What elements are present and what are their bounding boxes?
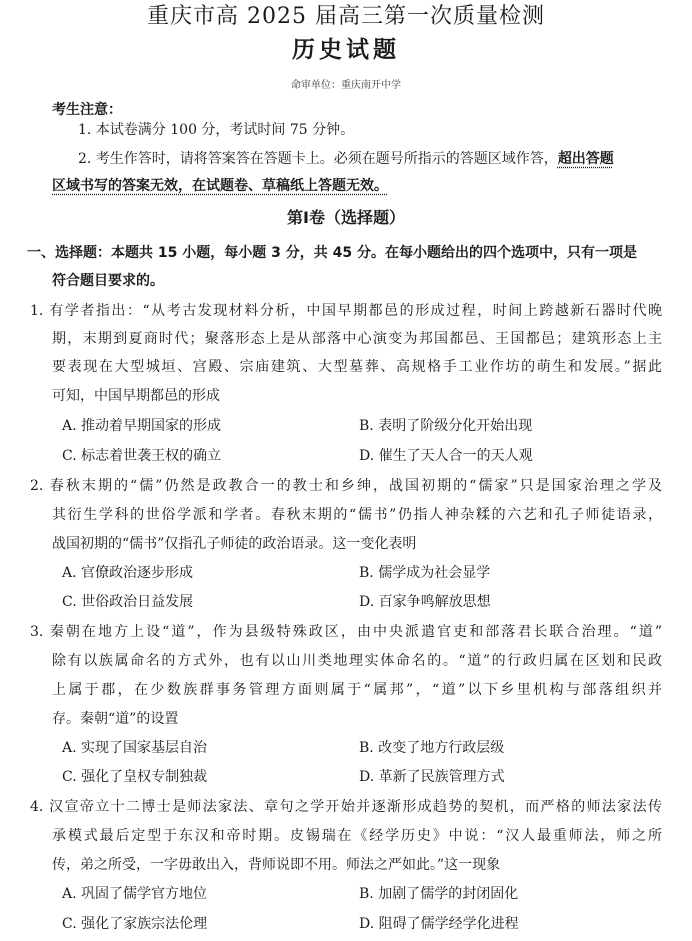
notice-item-2-line-1 [78,149,660,169]
question-4-line-1: 4. 汉宣帝立十二博士是师法家法、章句之学开始并逐渐形成趋势的契机，而严格的师法家法传 [30,799,662,815]
question-3-option-b[interactable]: B. 改变了地方行政层级 [359,740,505,756]
question-4-option-c[interactable]: C. 强化了家族宗法伦理 [62,916,208,932]
question-3-option-d[interactable]: D. 革新了民族管理方式 [359,769,505,785]
exam-title: 重庆市高 2025 届高三第一次质量检测 [147,4,545,29]
question-3-option-a[interactable]: A. 实现了国家基层自治 [62,740,208,756]
question-4-line-2: 承模式最后定型于东汉和帝时期。皮锡瑞在《经学历史》中说：“汉人最重师法，师之所 [52,828,662,844]
subject-title: 历史试题 [292,37,400,63]
question-4-option-d[interactable]: D. 阻碍了儒学经学化进程 [359,916,519,932]
question-2-line-1: 2. 春秋末期的“儒”仍然是政教合一的教士和乡绅，战国初期的“儒家”只是国家治理之学及 [30,478,662,494]
question-4-line-3: 传，弟之所受，一字毋敢出入，背师说即不用。师法之严如此。”这一现象 [52,857,501,873]
question-4-option-a[interactable]: A. 巩固了儒学官方地位 [62,886,208,902]
setter-unit: 命审单位：重庆南开中学 [291,80,401,91]
question-2-line-3: 战国初期的“儒书”仅指孔子师徒的政治语录。这一变化表明 [52,536,417,552]
question-3-option-c[interactable]: C. 强化了皇权专制独裁 [62,769,208,785]
question-2-line-2: 其衍生学科的世俗学派和学者。春秋末期的“儒书”仍指人神杂糅的六艺和孔子师徒语录， [52,507,662,523]
question-1-line-3: 要表现在大型城垣、宫殿、宗庙建筑、大型墓葬、高规格手工业作坊的萌生和发展。”据此 [52,359,662,375]
notice-item-1: 1. 本试卷满分 100 分，考试时间 75 分钟。 [78,122,355,138]
question-1-line-4: 可知，中国早期都邑的形成 [52,388,220,404]
question-3-line-2: 除有以族属命名的方式外，也有以山川类地理实体命名的。“道”的行政归属在区划和民政 [52,653,662,669]
notice-heading: 考生注意： [52,102,122,118]
question-2-option-a[interactable]: A. 官僚政治逐步形成 [62,565,194,581]
question-3-line-4: 存。秦朝“道”的设置 [52,711,179,727]
notice-item-2-line-2: 区域书写的答案无效，在试题卷、草稿纸上答题无效。 [52,178,388,194]
question-2-option-b[interactable]: B. 儒学成为社会显学 [359,565,491,581]
question-2-option-c[interactable]: C. 世俗政治日益发展 [62,594,194,610]
question-2-option-d[interactable]: D. 百家争鸣解放思想 [359,594,491,610]
question-1-line-2: 期，末期到夏商时代；聚落形态上是从部落中心演变为邦国都邑、王国都邑；建筑形态上主 [52,331,662,347]
question-4-option-b[interactable]: B. 加剧了儒学的封闭固化 [359,886,519,902]
question-1-line-1: 1. 有学者指出：“从考古发现材料分析，中国早期都邑的形成过程，时间上跨越新石器时代晚 [30,303,662,319]
question-1-option-d[interactable]: D. 催生了天人合一的天人观 [359,448,533,464]
section-instruction-line-2: 符合题目要求的。 [52,273,164,289]
question-1-option-a[interactable]: A. 推动着早期国家的形成 [62,418,222,434]
notice-item-2-emphasis: 超出答题 [557,151,614,167]
section-instruction-line-1: 一、选择题：本题共 15 小题，每小题 3 分，共 45 分。在每小题给出的四个选项中，只有一项是 [27,245,637,261]
notice-item-2-text: 2. 考生作答时，请将答案答在答题卡上。必须在题号所指示的答题区域作答， [78,151,558,167]
question-1-option-b[interactable]: B. 表明了阶级分化开始出现 [359,418,533,434]
question-3-line-1: 3. 秦朝在地方上设“道”，作为县级特殊政区，由中央派遣官吏和部落君长联合治理。“道” [30,624,662,640]
question-1-option-c[interactable]: C. 标志着世袭王权的确立 [62,448,222,464]
question-3-line-3: 上属于郡，在少数族群事务管理方面则属于“属邦”，“道”以下乡里机构与部落组织并 [52,682,662,698]
section-title: 第Ⅰ卷（选择题） [287,208,405,227]
